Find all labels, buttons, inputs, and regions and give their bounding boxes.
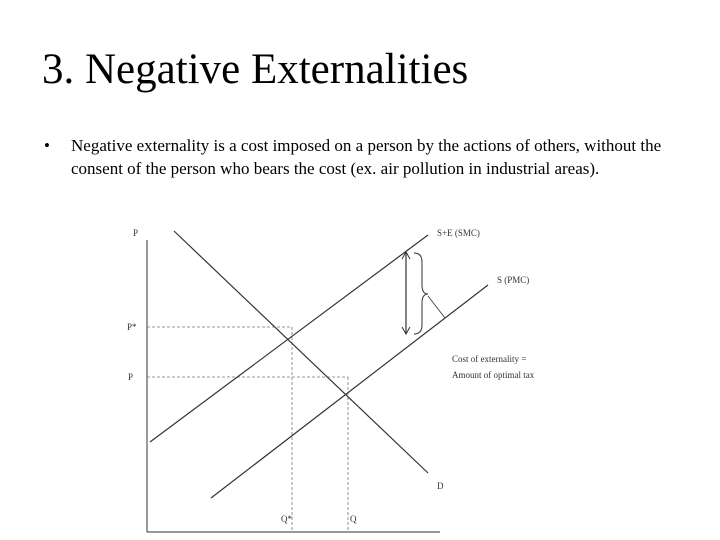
- demand-curve-label: D: [437, 481, 444, 491]
- slide-title: 3. Negative Externalities: [42, 46, 469, 93]
- annotation-line-1: Cost of externality =: [452, 354, 527, 364]
- pmc-curve-label: S (PMC): [497, 275, 530, 285]
- smc-curve: [150, 235, 428, 442]
- y-axis-label: P: [133, 228, 139, 238]
- smc-curve-label: S+E (SMC): [437, 228, 480, 238]
- q-tick-label: Q: [350, 514, 357, 524]
- annotation-line-2: Amount of optimal tax: [452, 370, 535, 380]
- bullet-marker: •: [44, 136, 50, 155]
- p-tick-label: P: [128, 372, 134, 382]
- p-star-tick-label: P*: [127, 322, 137, 332]
- annotation-pointer: [428, 296, 445, 318]
- externality-brace: [414, 253, 428, 334]
- demand-curve: [174, 231, 428, 473]
- bullet-text: Negative externality is a cost imposed on a person by the actions of others, without the consent of the person who bears the cost (ex. air pollution in industrial areas).: [71, 136, 662, 178]
- pmc-curve: [211, 285, 488, 498]
- q-star-tick-label: Q*: [281, 514, 292, 524]
